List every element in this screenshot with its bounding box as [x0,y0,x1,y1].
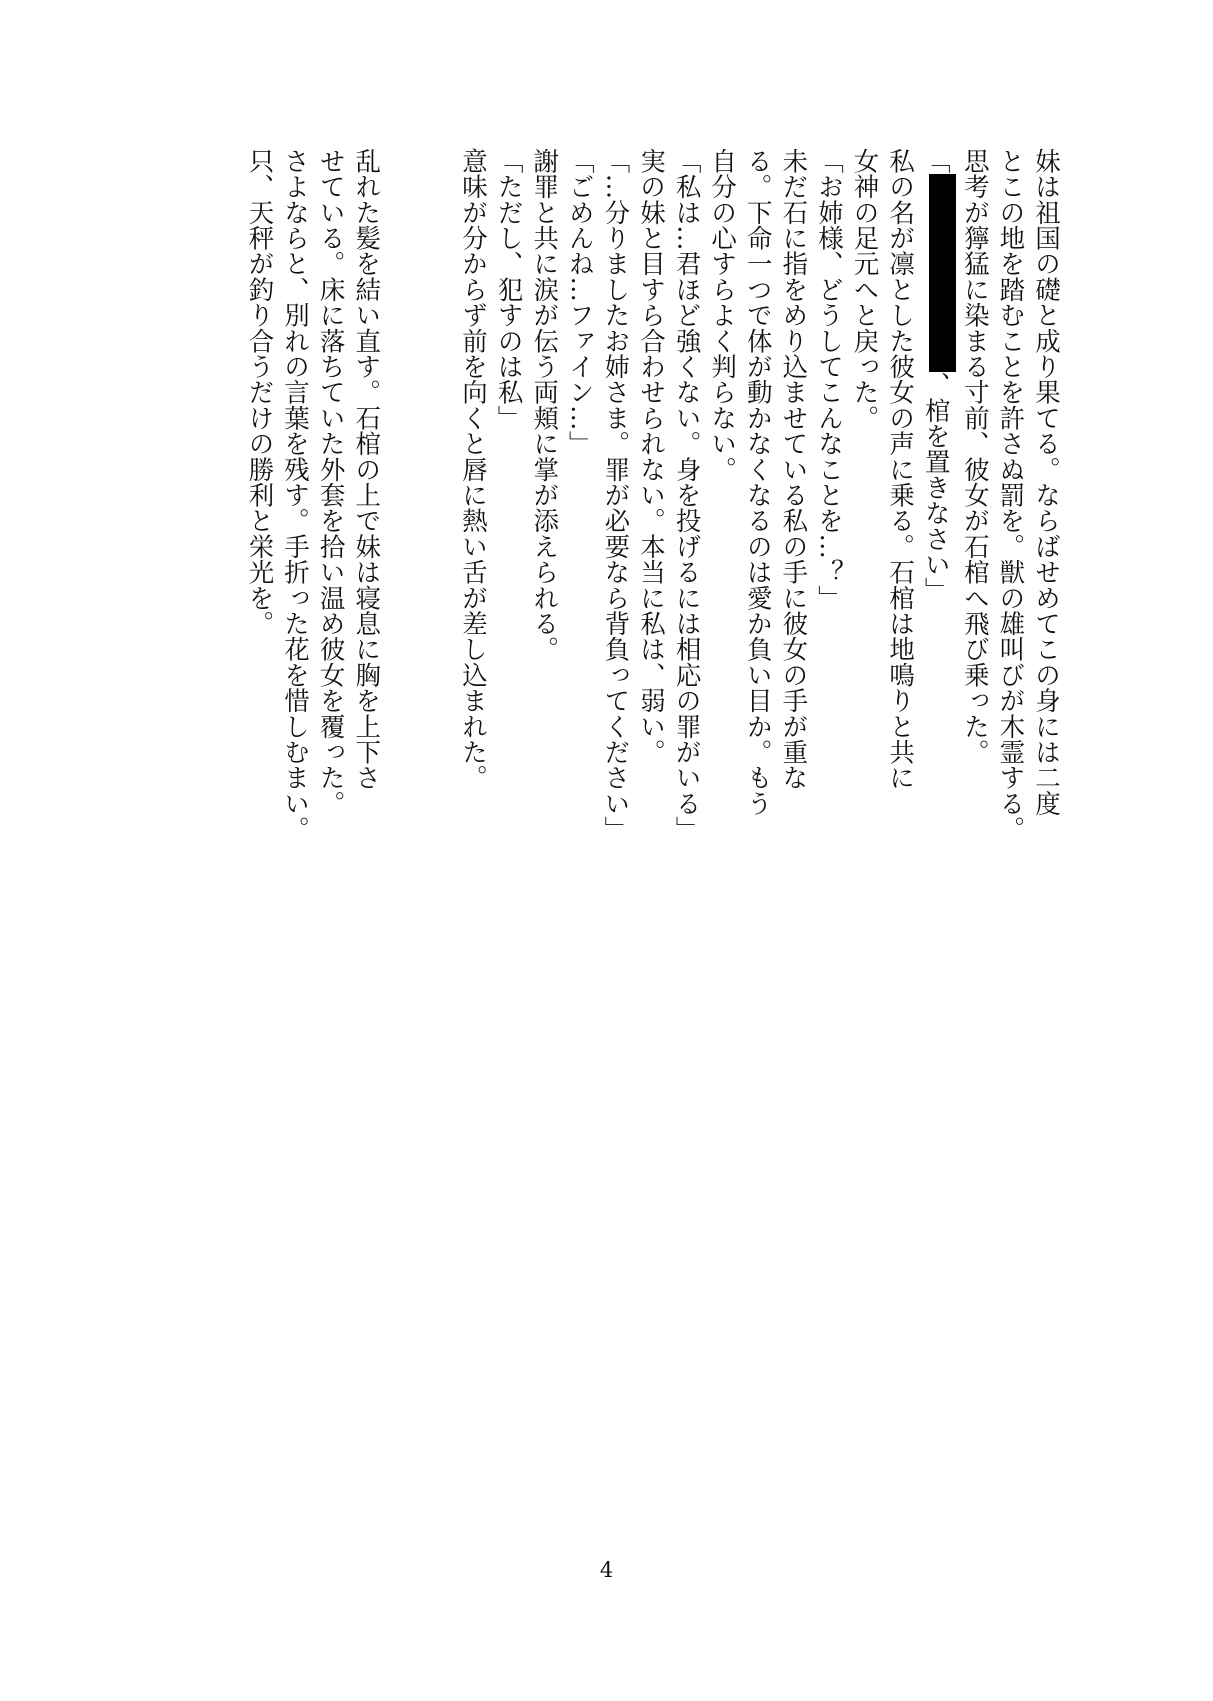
text-line: 意味が分からず前を向くと唇に熱い舌が差し込まれた。 [458,148,488,791]
redacted-line-text: 、棺を置きなさい」 [920,371,951,604]
text-line: 女神の足元へと戻った。 [849,148,880,431]
text-line: 「お姉様、どうしてこんなことを…？」 [813,148,844,611]
text-line: 只、天秤が釣り合うだけの勝利と栄光を。 [244,148,275,637]
text-line: 謝罪と共に涙が伝う両頬に掌が添えられる。 [529,148,560,662]
text-line: 自分の心すらよく判らない。 [707,148,738,483]
quote-open: 「 [920,148,951,174]
text-line: 「私は…君ほど強くない。身を投げるには相応の罪がいる」 [671,148,702,842]
text-line: 「…分りましたお姉さま。罪が必要なら背負ってください」 [600,148,631,842]
text-line: せている。床に落ちていた外套を拾い温め彼女を覆った。 [315,148,346,817]
vertical-text-body [241,148,1063,848]
text-line: さよならと、別れの言葉を残す。手折った花を惜しむまい。 [280,148,311,842]
text-line: 思考が獰猛に染まる寸前、彼女が石棺へ飛び乗った。 [959,148,990,765]
text-line: 未だ石に指をめり込ませている私の手に彼女の手が重な [778,148,809,791]
text-line: とこの地を踏むことを許さぬ罰を。獣の雄叫びが木霊する。 [995,148,1026,842]
text-line: る。下命一つで体が動かなくなるのは愛か負い目か。もう [742,148,773,817]
blank-line [419,148,455,848]
text-line: 私の名が凛とした彼女の声に乗る。石棺は地鳴りと共に [885,148,916,791]
text-line: 「ごめんね…ファイン…」 [564,148,595,457]
text-line: 乱れた髪を結い直す。石棺の上で妹は寝息に胸を上下さ [351,148,382,791]
text-line: 妹は祖国の礎と成り果てる。ならばせめてこの身には二度 [1031,148,1061,817]
redaction-box [929,174,956,372]
text-line: 「ただし、犯すのは私」 [493,148,524,431]
text-line-with-redaction [917,148,956,848]
text-line: 実の妹と目すら合わせられない。本当に私は、弱い。 [635,148,666,765]
page-number: 4 [599,1558,614,1582]
blank-line [383,148,419,848]
